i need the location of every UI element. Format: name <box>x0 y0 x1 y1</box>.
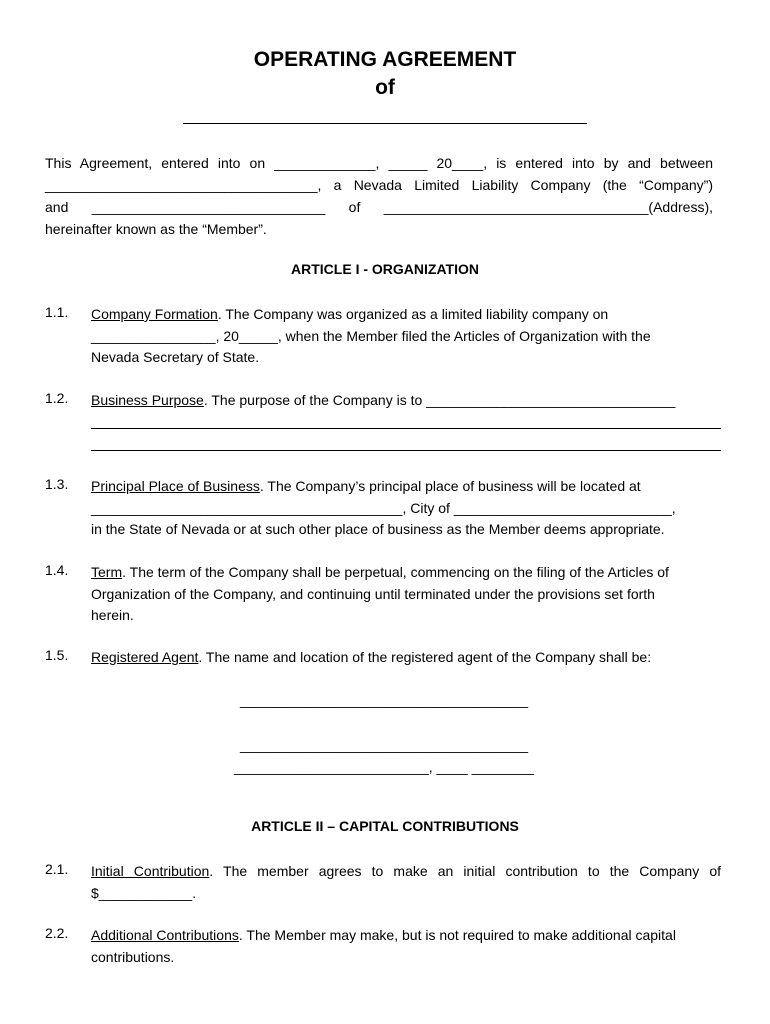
section-text: . The term of the Company shall be perpetual, commencing on the filing of the Articles of <box>122 564 669 580</box>
section-text: herein. <box>91 607 134 623</box>
section-label: Business Purpose <box>91 392 204 408</box>
section-text: in the State of Nevada or at such other place of business as the Member deems appropriate. <box>91 521 665 537</box>
intro-paragraph <box>45 152 713 240</box>
section-number: 1.1. <box>45 304 69 320</box>
section-text: . The purpose of the Company is to ________________________________ <box>203 392 676 408</box>
intro-line: This Agreement, entered into on _____________, _____ 20____, is entered into by and between <box>45 155 713 171</box>
blank-line <box>91 433 721 455</box>
blank-line <box>91 412 721 434</box>
section-text: ________________________________________, City of ____________________________, <box>91 499 676 516</box>
section-number: 1.4. <box>45 562 69 578</box>
section-registered-agent <box>91 647 721 669</box>
section-label: Registered Agent <box>91 649 199 665</box>
section-label: Additional Contributions <box>91 927 239 943</box>
section-initial-contribution <box>91 861 721 904</box>
article-heading: ARTICLE I - ORGANIZATION <box>291 261 479 277</box>
section-business-purpose <box>91 390 721 455</box>
section-company-formation <box>91 304 721 369</box>
section-text: $____________. <box>91 884 197 901</box>
intro-line: ___________________________________, a Nevada Limited Liability Company (the “Company”) <box>45 177 713 193</box>
intro-line: hereinafter known as the “Member”. <box>45 221 267 237</box>
section-number: 1.5. <box>45 647 69 663</box>
section-additional-contributions <box>91 925 721 968</box>
agent-city-state-zip-line: _________________________, ____ ________ <box>234 759 534 775</box>
section-text: Organization of the Company, and continuing until terminated under the provisions set forth <box>91 585 655 602</box>
agent-name-line: _____________________________________ <box>239 692 529 708</box>
section-principal-place <box>91 476 721 541</box>
agent-address-line: _____________________________________ <box>239 737 529 753</box>
section-label: Term <box>91 564 123 580</box>
document-title: OPERATING AGREEMENT <box>253 48 517 71</box>
section-text: . The Member may make, but is not required to make additional capital <box>238 927 676 943</box>
section-number: 1.3. <box>45 476 69 492</box>
section-label: Company Formation <box>91 306 218 322</box>
section-text: . The member agrees to make an initial contribution to the Company of <box>209 863 721 879</box>
document-title-of: of <box>375 76 395 99</box>
section-text: contributions. <box>91 948 175 965</box>
company-name-blank-line <box>183 123 587 124</box>
section-number: 2.2. <box>45 925 69 941</box>
section-text: . The name and location of the registered agent of the Company shall be: <box>198 649 652 665</box>
section-number: 2.1. <box>45 861 69 877</box>
section-text: ________________, 20_____, when the Member filed the Articles of Organization with the <box>91 327 651 344</box>
section-text: . The Company was organized as a limited liability company on <box>217 306 609 322</box>
section-text: Nevada Secretary of State. <box>91 349 260 365</box>
intro-line: and ______________________________ of __________________________________(Address), <box>45 199 713 215</box>
section-number: 1.2. <box>45 390 69 406</box>
section-text: . The Company’s principal place of business will be located at <box>259 478 641 494</box>
section-term <box>91 562 721 627</box>
section-label: Principal Place of Business <box>91 478 260 494</box>
section-label: Initial Contribution <box>91 863 210 879</box>
article-heading: ARTICLE II – CAPITAL CONTRIBUTIONS <box>251 818 519 834</box>
